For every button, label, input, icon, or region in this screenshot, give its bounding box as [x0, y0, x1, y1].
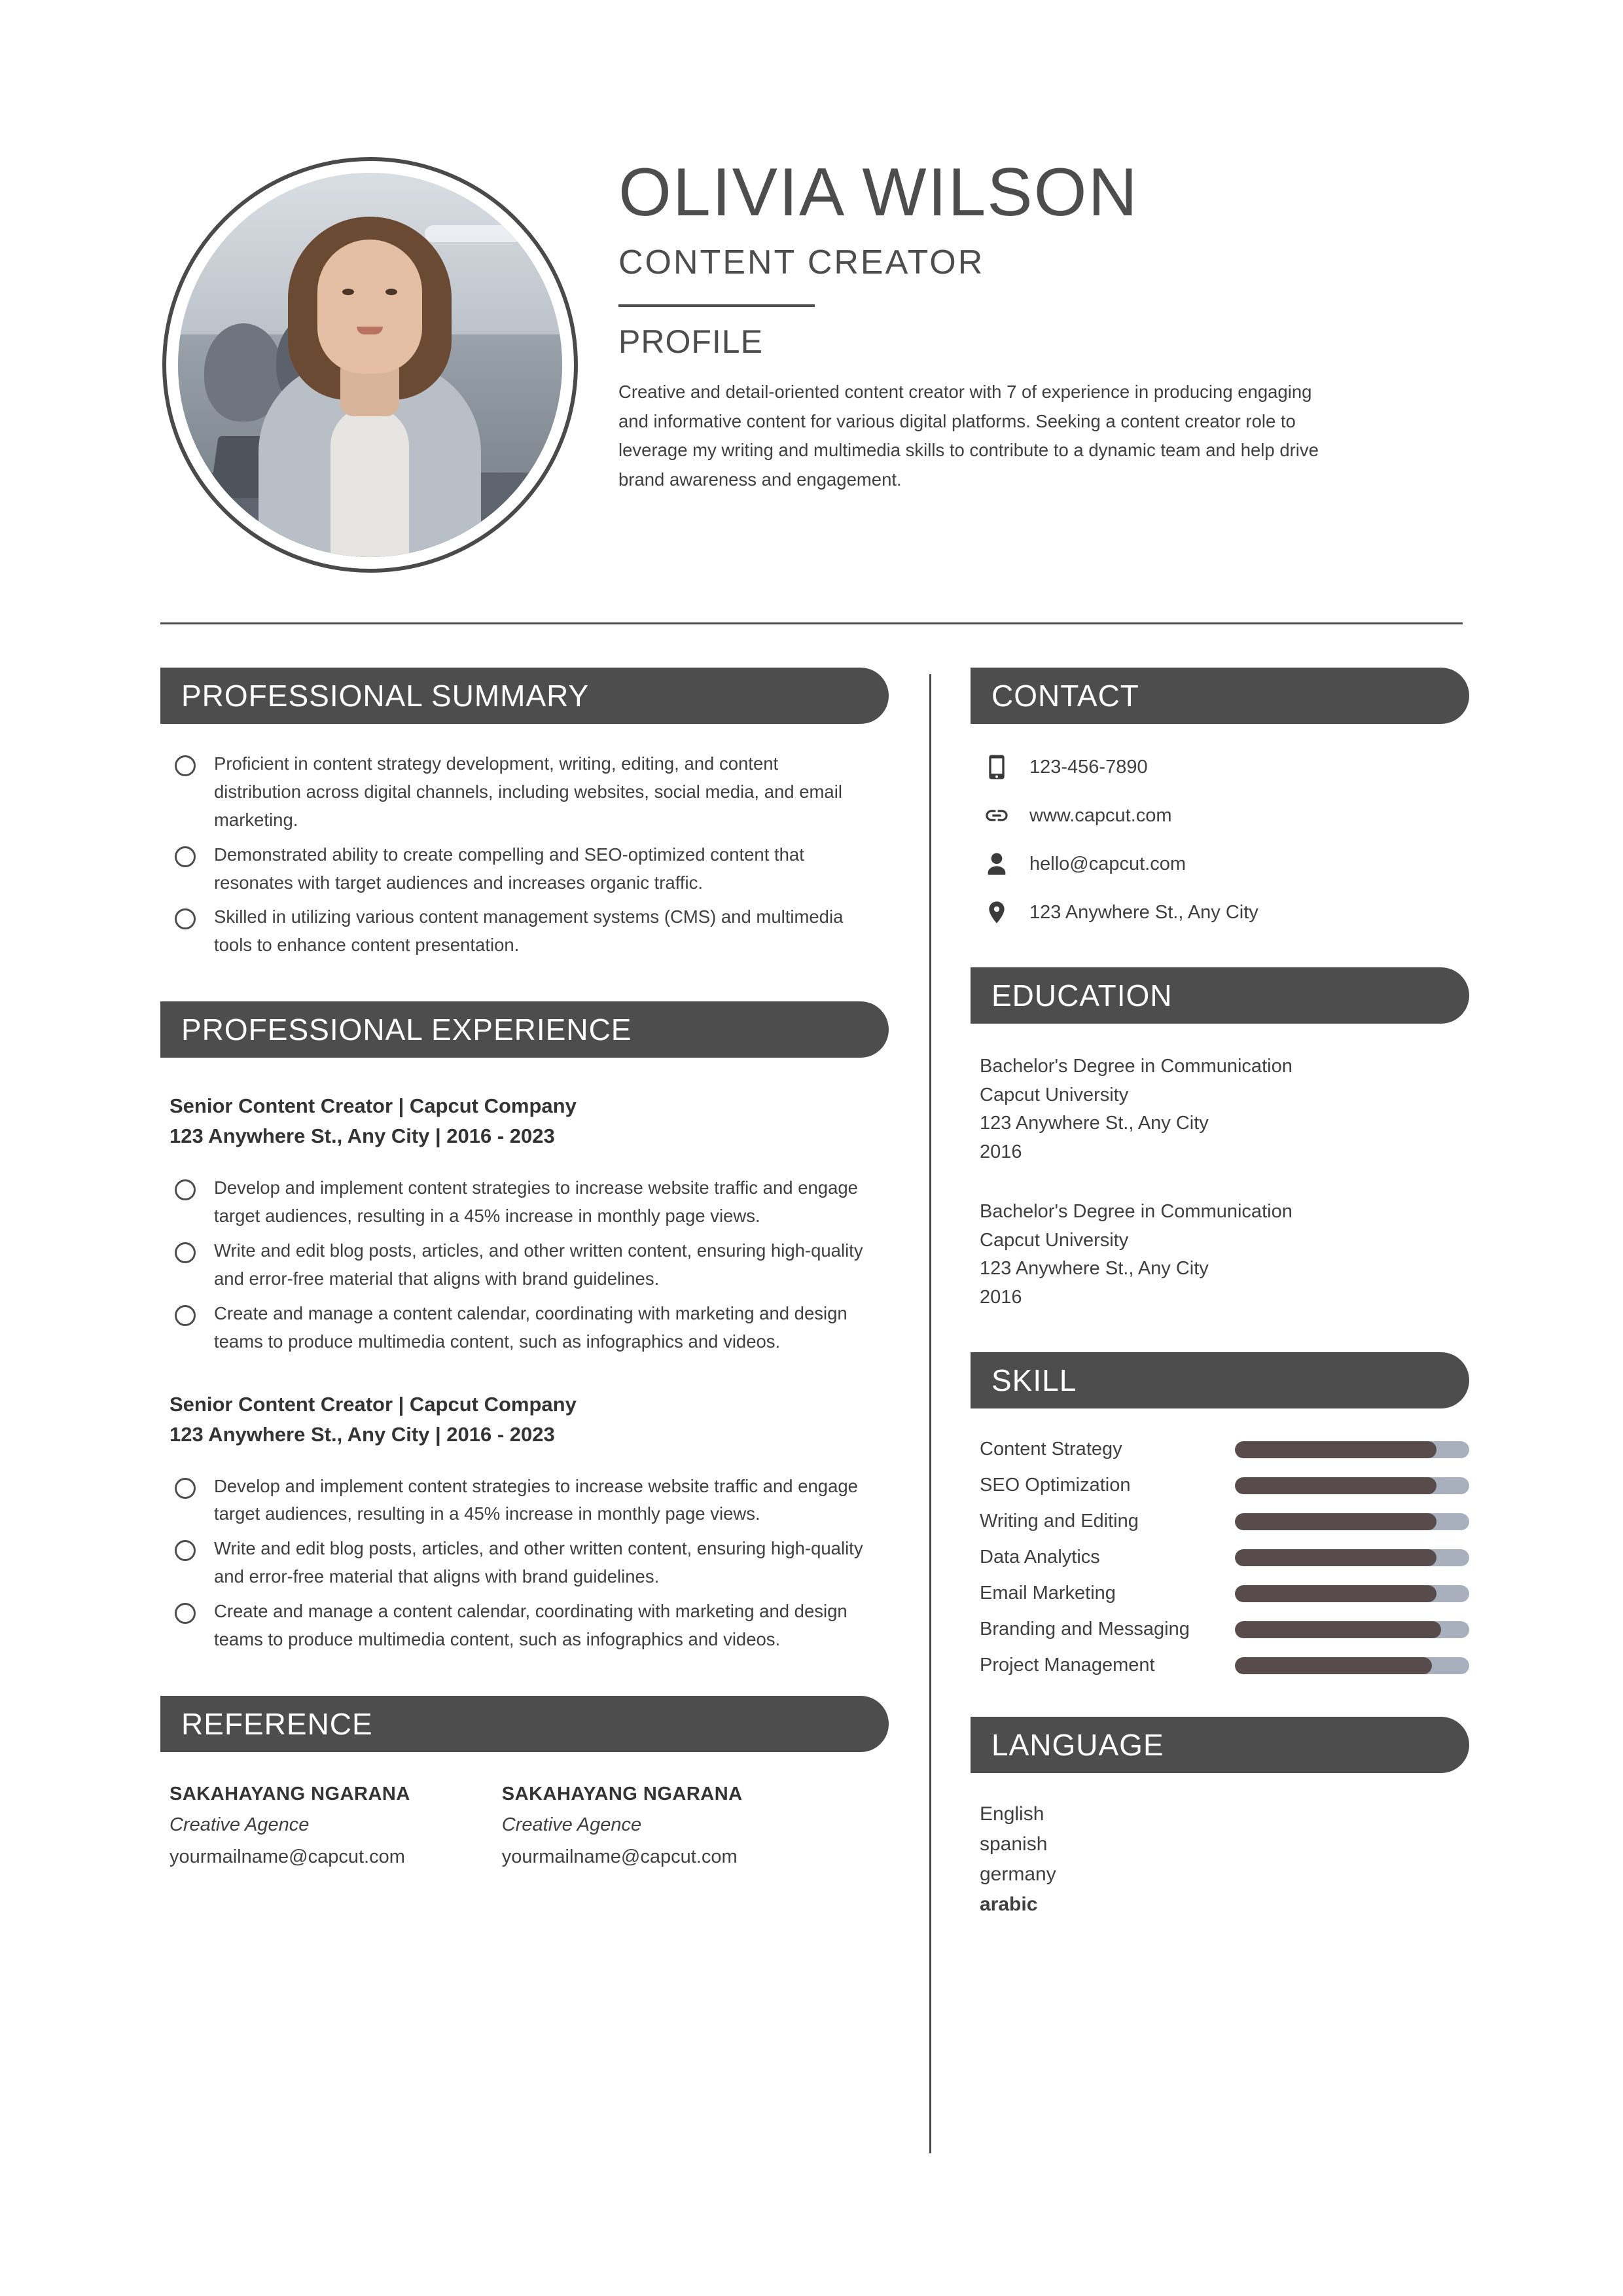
language-item: English — [980, 1803, 1044, 1825]
contact-email-text: hello@capcut.com — [1029, 853, 1186, 874]
list-item — [160, 1300, 889, 1356]
right-column — [931, 668, 1469, 1924]
candidate-name: OLIVIA WILSON — [618, 154, 1139, 230]
language-item: arabic — [980, 1893, 1038, 1915]
list-item — [160, 1174, 889, 1230]
phone-icon — [982, 753, 1011, 781]
list-item — [160, 1598, 889, 1654]
candidate-role: CONTENT CREATOR — [618, 243, 985, 282]
section-heading-contact: CONTACT — [971, 668, 1469, 724]
skill-row — [980, 1655, 1469, 1676]
bullet-circle-icon — [175, 1603, 196, 1624]
experience-item-text: Create and manage a content calendar, coordinating with marketing and design teams to produce multimedia content, such as infographics and videos. — [214, 1601, 847, 1650]
left-column — [160, 668, 929, 1868]
education-degree: Bachelor's Degree in Communication — [980, 1201, 1293, 1222]
skill-name: Email Marketing — [980, 1583, 1116, 1604]
skill-row — [980, 1511, 1469, 1532]
list-item — [160, 1473, 889, 1529]
list-item — [160, 750, 889, 834]
contact-item-address[interactable] — [971, 898, 1469, 927]
resume-body — [0, 624, 1623, 2153]
reference-email[interactable]: yourmailname@capcut.com — [501, 1846, 738, 1867]
contact-address-text: 123 Anywhere St., Any City — [1029, 901, 1258, 923]
list-item — [160, 841, 889, 897]
section-heading-professional-experience: PROFESSIONAL EXPERIENCE — [160, 1001, 889, 1058]
summary-item-text: Skilled in utilizing various content management systems (CMS) and multimedia tools to enhance content presentation. — [214, 906, 844, 956]
reference-name: SAKAHAYANG NGARANA — [169, 1783, 410, 1804]
section-heading-professional-summary: PROFESSIONAL SUMMARY — [160, 668, 889, 724]
education-entry — [971, 1052, 1469, 1166]
summary-list — [160, 750, 889, 960]
bullet-circle-icon — [175, 1179, 196, 1200]
education-year: 2016 — [980, 1286, 1022, 1308]
skill-row — [980, 1475, 1469, 1496]
section-heading-skill: SKILL — [971, 1352, 1469, 1408]
skill-bar — [1235, 1549, 1469, 1566]
profile-photo — [178, 173, 562, 557]
skill-row — [980, 1547, 1469, 1568]
bullet-circle-icon — [175, 755, 196, 776]
job-title: Senior Content Creator | Capcut Company — [169, 1392, 577, 1416]
skill-bar — [1235, 1621, 1469, 1638]
profile-heading: PROFILE — [618, 323, 763, 361]
experience-item-text: Create and manage a content calendar, coordinating with marketing and design teams to produce multimedia content, such as infographics and videos. — [214, 1302, 847, 1352]
skill-row — [980, 1583, 1469, 1604]
skill-name: Writing and Editing — [980, 1511, 1139, 1532]
skill-bar — [1235, 1477, 1469, 1494]
language-list — [971, 1803, 1469, 1916]
summary-item-text: Demonstrated ability to create compelling and SEO-optimized content that resonates with target audiences and increases organic traffic. — [214, 844, 804, 893]
bullet-circle-icon — [175, 908, 196, 929]
contact-item-phone[interactable] — [971, 753, 1469, 781]
skill-bar — [1235, 1585, 1469, 1602]
skill-name: SEO Optimization — [980, 1475, 1131, 1496]
contact-list — [971, 753, 1469, 927]
skill-bar — [1235, 1513, 1469, 1530]
job-meta: 123 Anywhere St., Any City | 2016 - 2023 — [169, 1124, 555, 1148]
skill-bar — [1235, 1657, 1469, 1674]
header-divider — [618, 304, 815, 307]
reference-role: Creative Agence — [501, 1814, 642, 1835]
contact-item-email[interactable] — [971, 850, 1469, 878]
reference-role: Creative Agence — [169, 1814, 310, 1835]
list-item — [160, 1237, 889, 1293]
experience-list — [160, 1174, 889, 1355]
reference-entry — [502, 1784, 743, 1868]
contact-phone-text: 123-456-7890 — [1029, 756, 1148, 778]
profile-photo-container — [160, 131, 579, 573]
summary-item-text: Proficient in content strategy development, writing, editing, and content distribution across digital channels, including websites, social media, and email marketing. — [214, 753, 842, 830]
reference-email[interactable]: yourmailname@capcut.com — [169, 1846, 405, 1867]
skill-name: Data Analytics — [980, 1547, 1100, 1568]
reference-entry — [169, 1784, 410, 1868]
section-heading-reference: REFERENCE — [160, 1696, 889, 1752]
education-address: 123 Anywhere St., Any City — [980, 1258, 1209, 1279]
education-degree: Bachelor's Degree in Communication — [980, 1056, 1293, 1077]
education-year: 2016 — [980, 1141, 1022, 1162]
section-heading-education: EDUCATION — [971, 967, 1469, 1024]
list-item — [160, 1535, 889, 1591]
header-text-block — [579, 131, 1472, 494]
language-item: spanish — [980, 1833, 1048, 1855]
resume-header — [0, 0, 1623, 573]
bullet-circle-icon — [175, 1540, 196, 1561]
bullet-circle-icon — [175, 1478, 196, 1499]
skill-bar — [1235, 1441, 1469, 1458]
section-heading-language: LANGUAGE — [971, 1717, 1469, 1773]
reference-name: SAKAHAYANG NGARANA — [501, 1783, 743, 1804]
experience-item-text: Develop and implement content strategies to increase website traffic and engage target audiences, resulting in a 45% increase in monthly page views. — [214, 1475, 858, 1524]
skill-list — [971, 1439, 1469, 1676]
experience-list — [160, 1473, 889, 1654]
education-address: 123 Anywhere St., Any City — [980, 1113, 1209, 1134]
education-entry — [971, 1198, 1469, 1312]
experience-entry — [160, 1094, 889, 1355]
experience-item-text: Write and edit blog posts, articles, and other written content, ensuring high-quality and error-free material that aligns with brand guidelines. — [214, 1240, 863, 1289]
job-title: Senior Content Creator | Capcut Company — [169, 1094, 577, 1118]
photo-ring — [162, 157, 578, 573]
bullet-circle-icon — [175, 1242, 196, 1263]
profile-paragraph: Creative and detail-oriented content creator with 7 of experience in producing engaging and informative content for various digital platforms. Seeking a content creator role to leverage my writing and multimedia skills to contribute to a dynamic team and help drive brand awareness and engagement. — [618, 382, 1319, 490]
experience-entry — [160, 1393, 889, 1654]
skill-row — [980, 1619, 1469, 1640]
skill-row — [980, 1439, 1469, 1460]
education-school: Capcut University — [980, 1229, 1129, 1251]
skill-name: Branding and Messaging — [980, 1619, 1190, 1640]
contact-website-text: www.capcut.com — [1029, 804, 1172, 826]
location-pin-icon — [982, 898, 1011, 927]
bullet-circle-icon — [175, 1305, 196, 1326]
contact-item-website[interactable] — [971, 801, 1469, 830]
skill-name: Content Strategy — [980, 1439, 1122, 1460]
reference-row — [160, 1784, 889, 1868]
bullet-circle-icon — [175, 846, 196, 867]
experience-item-text: Develop and implement content strategies to increase website traffic and engage target audiences, resulting in a 45% increase in monthly page views. — [214, 1177, 858, 1227]
skill-name: Project Management — [980, 1655, 1155, 1676]
person-icon — [982, 850, 1011, 878]
link-icon — [982, 801, 1011, 830]
list-item — [160, 903, 889, 960]
job-meta: 123 Anywhere St., Any City | 2016 - 2023 — [169, 1422, 555, 1446]
experience-item-text: Write and edit blog posts, articles, and other written content, ensuring high-quality and error-free material that aligns with brand guidelines. — [214, 1538, 863, 1587]
education-school: Capcut University — [980, 1084, 1129, 1105]
language-item: germany — [980, 1863, 1056, 1885]
